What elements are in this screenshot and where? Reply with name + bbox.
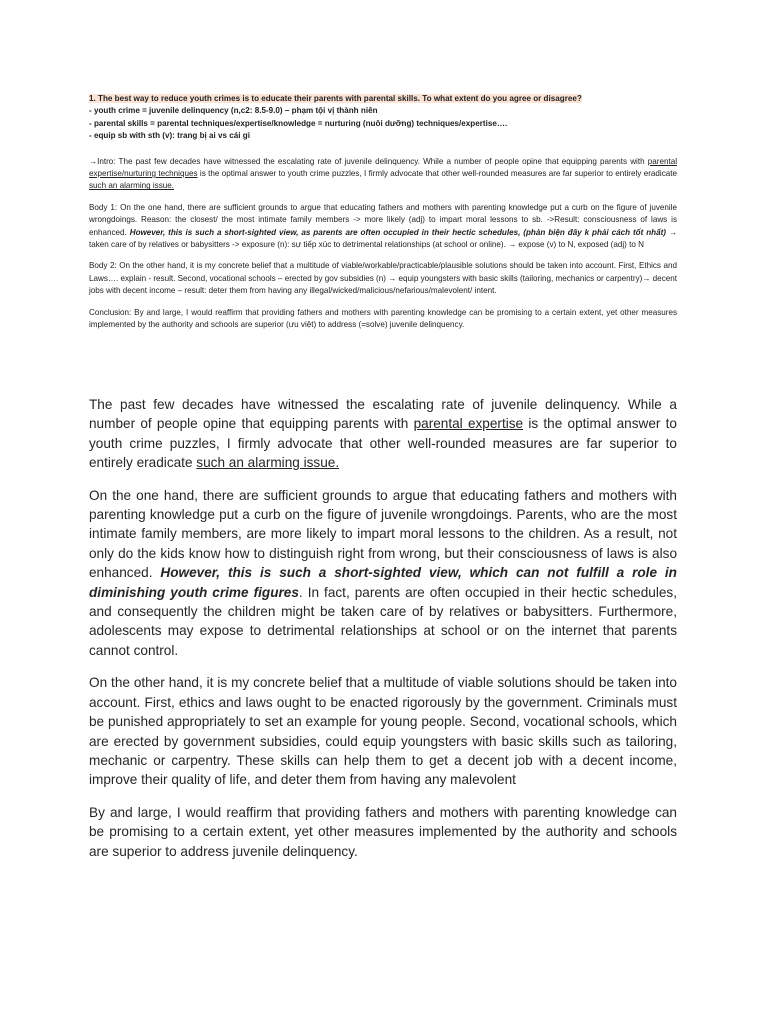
essay-question: 1. The best way to reduce youth crimes is to educate their parents with parental skills. To what extent do you agree or disagree? — [89, 94, 582, 103]
paragraph-text: The past few decades have witnessed the escalating rate of juvenile delinquency. While a number of people opine that equipping parents with — [89, 397, 677, 432]
body1-note — [89, 202, 677, 252]
underlined-phrase: such an alarming issue. — [89, 181, 175, 191]
essay-body — [89, 395, 677, 874]
question-line — [89, 93, 677, 105]
body1-emphasis: However, this is such a short-sighted view, as parents are often occupied in their hectic schedules, (phản biện đây k phải cách tốt nhất) — [129, 227, 666, 237]
underlined-phrase: parental expertise/nurturing techniques — [89, 156, 677, 179]
essay-paragraph-intro — [89, 395, 677, 473]
body2-note: Body 2: On the other hand, it is my concrete belief that a multitude of viable/workable/practicable/plausible solutions should be taken into account. First, Ethics and Laws…. explain - result. Second, vocational schools – erected by gov subsidies (n) → equip youngsters with basic skills (tailoring, mechanics or carpentry)→ decent jobs with decent income – result: deter them from having any illegal/wicked/malicious/nefarious/malevolent/ intent. — [89, 261, 677, 296]
essay-paragraph-conclusion: By and large, I would reaffirm that providing fathers and mothers with parenting knowledge can be promising to a certain extent, yet other measures implemented by the authority and schools are superior to address juvenile delinquency. — [89, 804, 677, 859]
conclusion-note: Conclusion: By and large, I would reaffirm that providing fathers and mothers with parenting knowledge can be promising to a certain extent, yet other measures implemented by the authority and schools are superior (ưu việt) to address (=solve) juvenile delinquency. — [89, 307, 677, 330]
intro-text: is the optimal answer to youth crime puzzles, I firmly advocate that other well-rounded measures are far superior to entirely eradicate — [197, 169, 677, 179]
paragraph-text: . In fact, parents are often occupied in their hectic schedules, and consequently the children might be taken care of by relatives or babysitters. Furthermore, adolescents may expose to detrimental relationships at school or on the internet that parents cannot control. — [89, 584, 677, 658]
paragraph-text: is the optimal answer to youth crime puzzles, I firmly advocate that other well-rounded measures are far superior to entirely eradicate — [89, 416, 677, 471]
essay-paragraph-body2: On the other hand, it is my concrete belief that a multitude of viable solutions should be taken into account. First, ethics and laws ought to be enacted rigorously by the government. Criminals must be punished appropriately to set an example for young people. Second, vocational schools, which are erected by government subsidies, could equip youngsters with basic skills such as tailoring, mechanic or carpentry. These skills can help them to get a decent job with a decent income, improve their quality of life, and deter them from having any malevolent — [89, 675, 677, 788]
intro-text: →Intro: The past few decades have witnessed the escalating rate of juvenile delinquency. While a number of people opine that equipping parents with — [89, 156, 648, 166]
vocab-item: - youth crime = juvenile delinquency (n,c2: 8.5-9.0) – phạm tội vị thành niên — [89, 106, 378, 116]
underlined-phrase: parental expertise — [413, 416, 524, 432]
essay-notes — [89, 93, 677, 332]
essay-paragraph-body1 — [89, 486, 677, 661]
paragraph-text: On the one hand, there are sufficient grounds to argue that educating fathers and mothers with parenting knowledge put a curb on the figure of juvenile wrongdoings. Parents, who are the most intimate family members, are more likely to impart moral lessons to the children. As a result, not only do the kids know how to distinguish right from wrong, but their consciousness of laws is also enhanced. — [89, 487, 677, 581]
emphasis-phrase: However, this is such a short-sighted view, which can not fulfill a role in diminishing youth crime figures — [89, 565, 677, 600]
vocab-item: - equip sb with sth (v): trang bị ai vs cái gì — [89, 131, 250, 141]
body1-text: → taken care of by relatives or babysitters -> exposure (n): sự tiếp xúc to detrimental relationships (at school or online). → expose (v) to N, exposed (adj) to N — [89, 227, 677, 250]
intro-note — [89, 156, 677, 193]
underlined-phrase: such an alarming issue. — [196, 455, 340, 471]
body1-text: Body 1: On the one hand, there are sufficient grounds to argue that educating fathers and mothers with parenting knowledge put a curb on the figure of juvenile wrongdoings. Reason: the closest/ the most intimate family members -> more likely (adj) to impart moral lessons to sb. ->Result: consciousness of laws is enhanced. — [89, 202, 677, 237]
vocab-item: - parental skills = parental techniques/expertise/knowledge = nurturing (nuôi dưỡng) techniques/expertise…. — [89, 118, 508, 128]
